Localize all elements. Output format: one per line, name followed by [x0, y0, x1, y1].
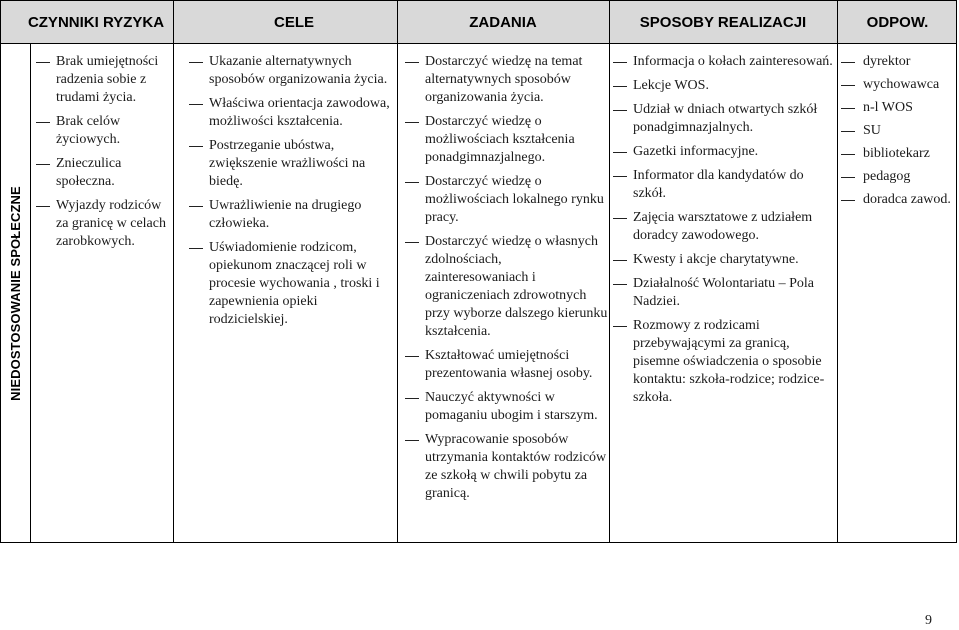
method-item: Rozmowy z rodzicami przebywającymi za granicą, pisemne oświadczenia o sposobie kontaktu: szkoła-rodzice; rodzice-szkoła. [611, 317, 833, 407]
method-item: Udział w dniach otwartych szkół ponadgimnazjalnych. [611, 101, 833, 137]
risk-factor-item: Wyjazdy rodziców za granicę w celach zarobkowych. [34, 197, 172, 251]
header-risk-factors: CZYNNIKI RYZYKA [27, 13, 165, 31]
responsible-item: bibliotekarz [839, 145, 957, 163]
task-item: Dostarczyć wiedzę o możliwościach kształcenia ponadgimnazjalnego. [403, 113, 608, 167]
responsible-item: dyrektor [839, 53, 957, 71]
goal-item: Uwrażliwienie na drugiego człowieka. [187, 197, 395, 233]
goal-item: Ukazanie alternatywnych sposobów organizowania życia. [187, 53, 395, 89]
column-divider [30, 44, 31, 543]
responsible-item: pedagog [839, 168, 957, 186]
method-item: Zajęcia warsztatowe z udziałem doradcy zawodowego. [611, 209, 833, 245]
risk-factor-item: Brak umiejętności radzenia sobie z trudami życia. [34, 53, 172, 107]
table-header [1, 1, 956, 44]
goal-item: Właściwa orientacja zawodowa, możliwości kształcenia. [187, 95, 395, 131]
goals-cell [187, 53, 395, 335]
column-divider [609, 1, 610, 542]
column-divider [173, 1, 174, 542]
task-item: Dostarczyć wiedzę o własnych zdolnościach, zainteresowaniach i ograniczeniach zdrowotnych przy wyborze dalszego kierunku kształcenia. [403, 233, 608, 341]
tasks-cell [403, 53, 608, 509]
row-label-text: NIEDOSTOSOWANIE SPOŁECZNE [8, 185, 23, 401]
method-item: Gazetki informacyjne. [611, 143, 833, 161]
method-item: Informacja o kołach zainteresowań. [611, 53, 833, 71]
responsible-cell [839, 53, 957, 214]
responsible-item: wychowawca [839, 76, 957, 94]
header-goals: CELE [273, 13, 314, 31]
header-responsible: ODPOW. [866, 13, 929, 31]
risk-factor-item: Brak celów życiowych. [34, 113, 172, 149]
responsible-item: SU [839, 122, 957, 140]
task-item: Dostarczyć wiedzę na temat alternatywnych sposobów organizowania życia. [403, 53, 608, 107]
goal-item: Uświadomienie rodzicom, opiekunom znaczącej roli w procesie wychowania , troski i zapewnienia opieki rodzicielskiej. [187, 239, 395, 329]
task-item: Kształtować umiejętności prezentowania własnej osoby. [403, 347, 608, 383]
column-divider [837, 1, 838, 542]
task-item: Dostarczyć wiedzę o możliwościach lokalnego rynku pracy. [403, 173, 608, 227]
header-methods: SPOSOBY REALIZACJI [639, 13, 807, 31]
responsible-item: doradca zawod. [839, 191, 957, 209]
task-item: Nauczyć aktywności w pomaganiu ubogim i starszym. [403, 389, 608, 425]
risk-factor-item: Znieczulica społeczna. [34, 155, 172, 191]
methods-cell [611, 53, 833, 413]
header-tasks: ZADANIA [469, 13, 537, 31]
task-item: Wypracowanie sposobów utrzymania kontaktów rodziców ze szkołą w chwili pobytu za granicą. [403, 431, 608, 503]
column-divider [397, 1, 398, 542]
page-number: 9 [925, 613, 932, 628]
method-item: Działalność Wolontariatu – Pola Nadziei. [611, 275, 833, 311]
method-item: Kwesty i akcje charytatywne. [611, 251, 833, 269]
risk-factors-cell [34, 53, 172, 257]
method-item: Lekcje WOS. [611, 77, 833, 95]
method-item: Informator dla kandydatów do szkół. [611, 167, 833, 203]
goal-item: Postrzeganie ubóstwa, zwiększenie wrażliwości na biedę. [187, 137, 395, 191]
row-label [1, 44, 30, 542]
responsible-item: n-l WOS [839, 99, 957, 117]
